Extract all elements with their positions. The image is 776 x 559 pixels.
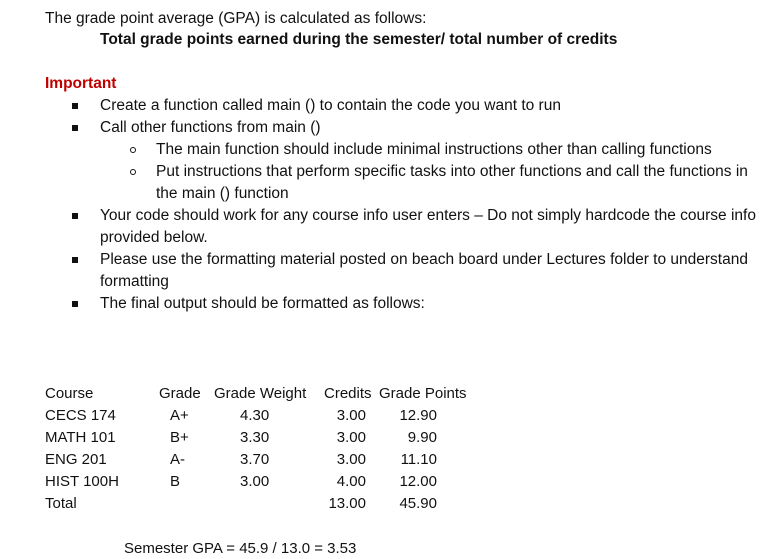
gpa-formula: Total grade points earned during the semester/ total number of credits (100, 31, 618, 48)
important-heading: Important (45, 75, 117, 92)
table-cell-weight: 4.30 (240, 407, 270, 424)
bullet-item: Create a function called main () to contain the code you want to run (100, 97, 561, 114)
semester-gpa: Semester GPA = 45.9 / 13.0 = 3.53 (124, 540, 357, 557)
table-cell-credits: 3.00 (336, 451, 366, 468)
bullet-item: Your code should work for any course info user enters – Do not simply hardcode the course info (100, 207, 756, 224)
bullet-item-continued: provided below. (100, 229, 208, 246)
table-cell-course: HIST 100H (45, 473, 119, 490)
table-total-credits: 13.00 (328, 495, 366, 512)
bullet-square-icon (72, 213, 78, 219)
sub-bullet-item: Put instructions that perform specific tasks into other functions and call the functions in (156, 163, 748, 180)
table-cell-grade: A+ (170, 407, 189, 424)
table-header-course: Course (45, 385, 94, 402)
sub-bullet-item-continued: the main () function (156, 185, 289, 202)
table-cell-weight: 3.30 (240, 429, 270, 446)
table-header-grade-weight: Grade Weight (214, 385, 307, 402)
table-header-grade-points: Grade Points (379, 385, 467, 402)
table-cell-grade: B (170, 473, 181, 490)
table-cell-credits: 4.00 (336, 473, 366, 490)
table-cell-points: 12.90 (399, 407, 437, 424)
table-cell-weight: 3.00 (240, 473, 270, 490)
table-cell-points: 11.10 (400, 451, 437, 468)
bullet-square-icon (72, 125, 78, 131)
table-cell-course: ENG 201 (45, 451, 107, 468)
table-header-credits: Credits (324, 385, 372, 402)
table-cell-course: MATH 101 (45, 429, 116, 446)
table-cell-points: 12.00 (399, 473, 437, 490)
table-cell-credits: 3.00 (336, 429, 366, 446)
table-cell-course: CECS 174 (45, 407, 116, 424)
table-total-label: Total (45, 495, 77, 512)
bullet-item: The final output should be formatted as follows: (100, 295, 425, 312)
bullet-item: Call other functions from main () (100, 119, 321, 136)
bullet-square-icon (72, 301, 78, 307)
table-header-grade: Grade (159, 385, 201, 402)
sub-bullet-item: The main function should include minimal instructions other than calling functions (156, 141, 712, 158)
table-total-points: 45.90 (399, 495, 437, 512)
table-cell-weight: 3.70 (240, 451, 270, 468)
bullet-square-icon (72, 103, 78, 109)
table-cell-credits: 3.00 (336, 407, 366, 424)
bullet-item: Please use the formatting material posted on beach board under Lectures folder to understand (100, 251, 748, 268)
bullet-circle-icon (130, 147, 136, 153)
intro-line: The grade point average (GPA) is calculated as follows: (45, 10, 427, 27)
bullet-circle-icon (130, 169, 136, 175)
table-cell-grade: A- (170, 451, 185, 468)
bullet-square-icon (72, 257, 78, 263)
table-cell-grade: B+ (170, 429, 189, 446)
table-cell-points: 9.90 (407, 429, 437, 446)
bullet-item-continued: formatting (100, 273, 169, 290)
